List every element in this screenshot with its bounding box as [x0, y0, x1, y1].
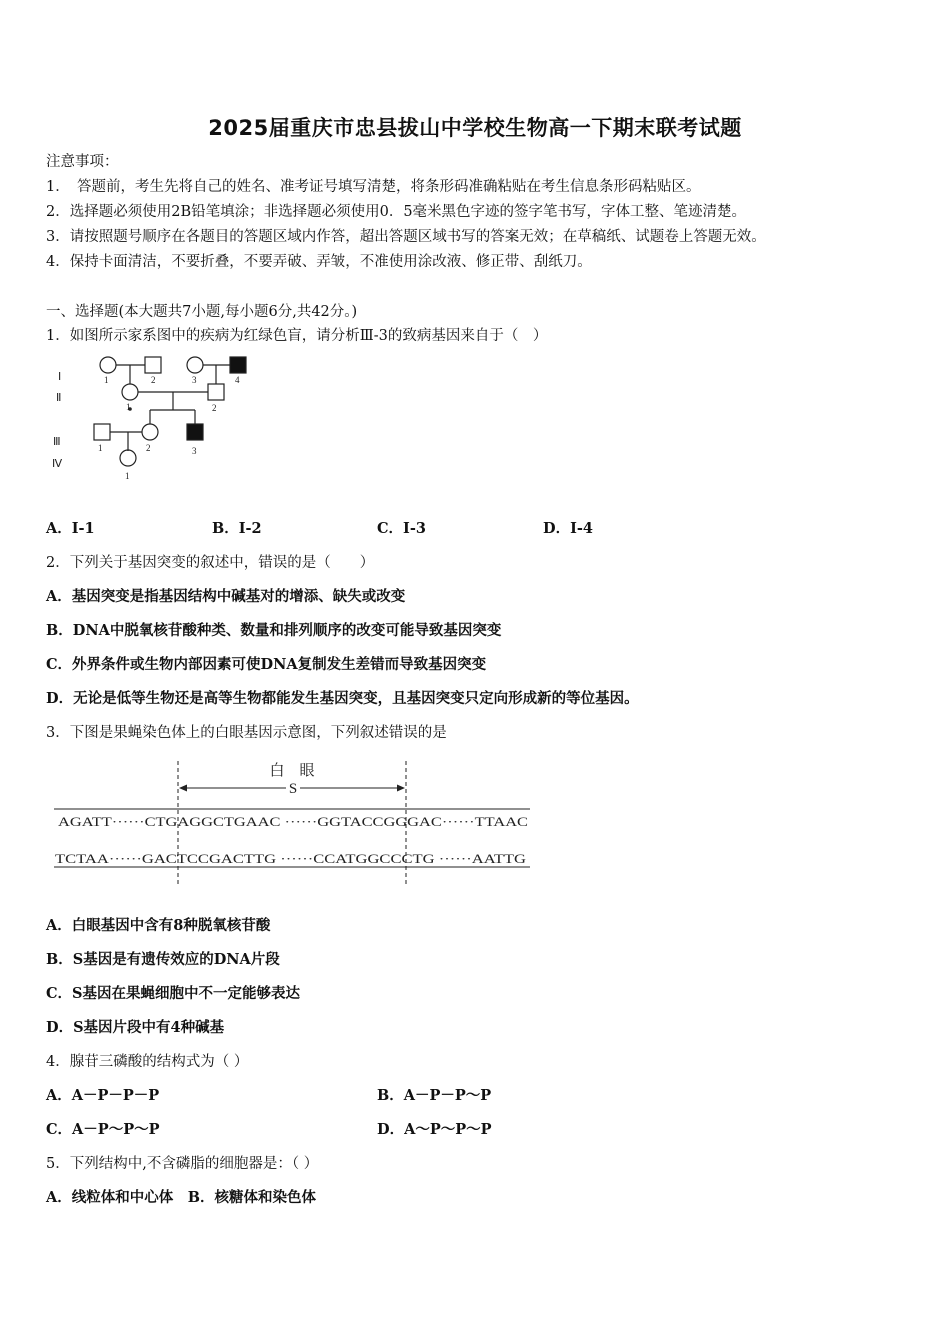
question-1-stem: 1．如图所示家系图中的疾病为红绿色盲，请分析Ⅲ-3的致病基因来自于（ ）: [46, 328, 548, 344]
dna-gene-diagram: [52, 757, 534, 889]
notice-item: 3．请按照题号顺序在各题目的答题区域内作答，超出答题区域书写的答案无效；在草稿纸、试题卷上答题无效。: [46, 229, 766, 245]
q1-option-b[interactable]: B．Ⅰ-2: [212, 520, 262, 537]
q4-option-b[interactable]: B．A－P－P～P: [377, 1087, 492, 1104]
q1-option-d[interactable]: D．Ⅰ-4: [543, 520, 593, 537]
notice-heading: 注意事项：: [46, 154, 119, 170]
q2-option-a[interactable]: A．基因突变是指基因结构中碱基对的增添、缺失或改变: [46, 588, 406, 605]
question-3-stem: 3．下图是果蝇染色体上的白眼基因示意图，下列叙述错误的是: [46, 725, 447, 741]
q3-option-c[interactable]: C．S基因在果蝇细胞中不一定能够表达: [46, 985, 301, 1002]
page-title: 2025届重庆市忠县拔山中学校生物高一下期末联考试题: [208, 116, 742, 140]
pedigree-num: 3: [192, 375, 197, 385]
question-4-stem: 4．腺苷三磷酸的结构式为（ ）: [46, 1054, 249, 1070]
pedigree-num: 1: [104, 375, 109, 385]
q3-option-d[interactable]: D．S基因片段中有4种碱基: [46, 1019, 225, 1036]
pedigree-num: 4: [235, 375, 240, 385]
gen-label-iii: Ⅲ: [53, 436, 61, 448]
pedigree-num: 2: [212, 403, 217, 413]
q1-option-a[interactable]: A．Ⅰ-1: [46, 520, 95, 537]
question-5-stem: 5．下列结构中,不含磷脂的细胞器是：（ ）: [46, 1156, 319, 1172]
q2-option-d[interactable]: D．无论是低等生物还是高等生物都能发生基因突变，且基因突变只定向形成新的等位基因。: [46, 690, 639, 707]
gen-label-iv: Ⅳ: [52, 458, 63, 470]
pedigree-num: 1: [126, 402, 131, 412]
dna-strand-bottom: TCTAA······GACTCCGACTTG ······CCATGGCCCTG ······AATTG: [55, 852, 526, 866]
q5-options-line[interactable]: A．线粒体和中心体 B．核糖体和染色体: [46, 1189, 317, 1206]
q2-option-c[interactable]: C．外界条件或生物内部因素可使DNA复制发生差错而导致基因突变: [46, 656, 487, 673]
gen-label-i: Ⅰ: [58, 371, 62, 383]
notice-item: 2．选择题必须使用2B铅笔填涂；非选择题必须使用0．5毫米黑色字迹的签字笔书写，字体工整、笔迹清楚。: [46, 204, 747, 220]
q3-option-b[interactable]: B．S基因是有遗传效应的DNA片段: [46, 951, 280, 968]
pedigree-num: 3: [192, 446, 197, 456]
q1-option-c[interactable]: C．Ⅰ-3: [377, 520, 426, 537]
notice-item: 1． 答题前，考生先将自己的姓名、准考证号填写清楚，将条形码准确粘贴在考生信息条形码粘贴区。: [46, 179, 701, 195]
s-label: S: [288, 781, 298, 797]
notice-item: 4．保持卡面清洁，不要折叠，不要弄破、弄皱，不准使用涂改液、修正带、刮纸刀。: [46, 254, 592, 270]
gen-label-ii: Ⅱ: [56, 392, 62, 404]
q4-option-d[interactable]: D．A～P～P～P: [377, 1121, 492, 1138]
q2-option-b[interactable]: B．DNA中脱氧核苷酸种类、数量和排列顺序的改变可能导致基因突变: [46, 622, 502, 639]
pedigree-num: 2: [151, 375, 156, 385]
pedigree-num: 1: [98, 443, 103, 453]
gene-label: 白 眼: [269, 763, 315, 779]
q4-option-c[interactable]: C．A－P～P～P: [46, 1121, 160, 1138]
pedigree-diagram: [46, 350, 266, 490]
pedigree-num: 1: [125, 471, 130, 481]
q3-option-a[interactable]: A．白眼基因中含有8种脱氧核苷酸: [46, 917, 271, 934]
dna-strand-top: AGATT······CTGAGGCTGAAC ······GGTACCGGGAC······TTAAC: [58, 815, 528, 829]
section-heading: 一、选择题(本大题共7小题,每小题6分,共42分。): [46, 304, 358, 320]
question-2-stem: 2．下列关于基因突变的叙述中，错误的是（ ）: [46, 555, 375, 571]
q4-option-a[interactable]: A．A－P－P－P: [46, 1087, 160, 1104]
pedigree-num: 2: [146, 443, 151, 453]
